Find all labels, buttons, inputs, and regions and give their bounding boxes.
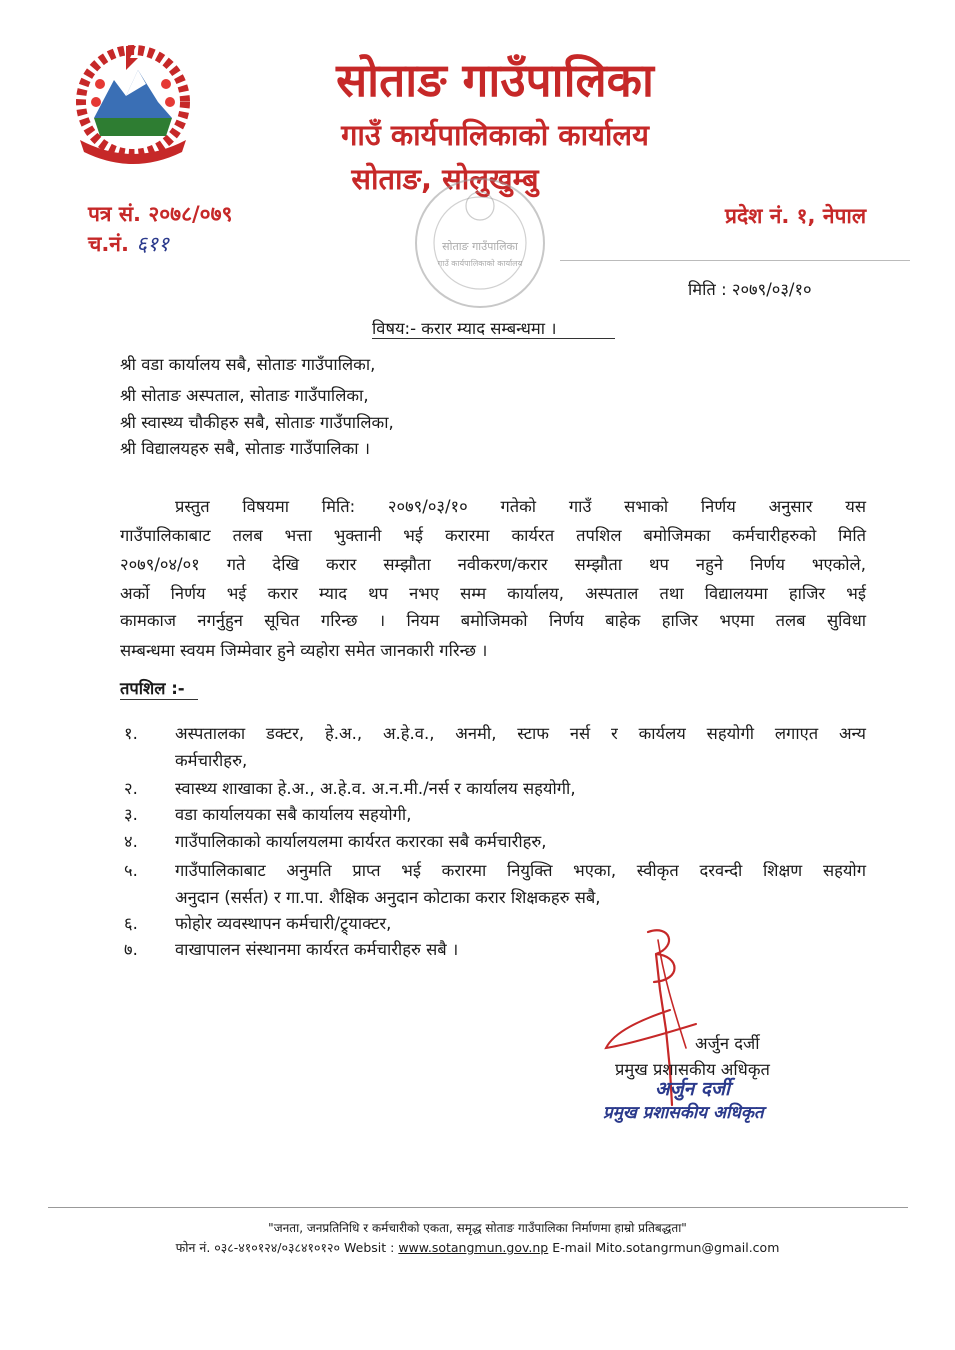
chalani-number: [88, 230, 169, 258]
letter-date: मिति : २०७९/०३/१०: [688, 280, 812, 299]
list-item-number: ७.: [124, 940, 138, 959]
signer-name: अर्जुन दर्जी: [695, 1034, 760, 1053]
list-item-text: फोहोर व्यवस्थापन कर्मचारी/ट्र्याक्टर,: [175, 914, 392, 933]
province-label: प्रदेश नं. १, नेपाल: [725, 204, 867, 228]
letter-subject: विषय:- करार म्याद सम्बन्धमा ।: [372, 319, 557, 338]
office-seal-stamp: [405, 168, 555, 318]
list-item-number: ४.: [124, 832, 138, 851]
body-paragraph-line: सम्बन्धमा स्वयम जिम्मेवार हुने व्यहोरा समेत जानकारी गरिन्छ ।: [120, 641, 488, 660]
footer-website-label: Websit :: [344, 1240, 395, 1255]
tapasil-heading: तपशिल :-: [120, 679, 185, 698]
office-name-heading: सोताङ गाउँपालिका: [336, 53, 654, 107]
list-item-text: वाखापालन संस्थानमा कार्यरत कर्मचारीहरु सबै ।: [175, 940, 459, 959]
list-item-text: अनुदान (सर्सत) र गा.पा. शैक्षिक अनुदान कोटाका करार शिक्षकहरु सबै,: [175, 888, 601, 907]
footer-motto: "जनता, जनप्रतिनिधि र कर्मचारीको एकता, समृद्ध सोताङ गाउँपालिका निर्माणमा हाम्रो प्रतिबद्धता": [268, 1221, 687, 1235]
reference-number: पत्र सं. २०७८/०७९: [88, 202, 233, 226]
list-item-text: गाउँपालिकाको कार्यालयलमा कार्यरत करारका सबै कर्मचारीहरु,: [175, 832, 547, 851]
footer-divider: [48, 1207, 908, 1208]
addressee-line: श्री विद्यालयहरु सबै, सोताङ गाउँपालिका ।: [120, 439, 371, 458]
office-subheading: गाउँ कार्यपालिकाको कार्यालय: [341, 118, 649, 152]
tapasil-underline: [120, 699, 198, 700]
list-item-text: अस्पतालका डक्टर, हे.अ., अ.हे.व., अनमी, स्टाफ नर्स र कार्यलय सहयोगी लगाएत अन्य: [175, 724, 866, 743]
stamp-text-bottom: गाउँ कार्यपालिकाको कार्यालय: [437, 259, 523, 268]
list-item-text: गाउँपालिकाबाट अनुमति प्राप्त भई करारमा नियुक्ति भएका, स्वीकृत दरवन्दी शिक्षण सहयोग: [175, 861, 866, 880]
list-item-number: १.: [124, 724, 138, 743]
list-item-text: स्वास्थ्य शाखाका हे.अ., अ.हे.व. अ.न.मी./नर्स र कार्यालय सहयोगी,: [175, 779, 576, 798]
office-location: सोताङ, सोलुखुम्बु: [351, 162, 539, 196]
stamp-text-top: सोताङ गाउँपालिका: [442, 240, 518, 253]
addressee-line: श्री वडा कार्यालय सबै, सोताङ गाउँपालिका,: [120, 355, 376, 374]
list-item-text: कर्मचारीहरु,: [175, 751, 248, 770]
body-paragraph-line: कामकाज नगर्नुहुन सूचित गरिन्छ । नियम बमोजिमको निर्णय बाहेक हाजिर भएमा तलब सुविधा: [120, 611, 866, 630]
list-item-number: ३.: [124, 805, 138, 824]
chalani-value: ६११: [136, 232, 170, 256]
addressee-line: श्री स्वास्थ्य चौकीहरु सबै, सोताङ गाउँपालिका,: [120, 413, 394, 432]
footer-website-link[interactable]: www.sotangmun.gov.np: [398, 1240, 549, 1255]
chalani-label: च.नं.: [88, 232, 129, 256]
signer-title: प्रमुख प्रशासकीय अधिकृत: [615, 1060, 770, 1079]
signature-stamp-name: अर्जुन दर्जी: [655, 1078, 730, 1100]
body-paragraph-line: गाउँपालिकाबाट तलब भत्ता भुक्तानी भई करारमा कार्यरत तपशिल बमोजिमका कर्मचारीहरुको मिति: [120, 526, 866, 545]
list-item-number: २.: [124, 779, 138, 798]
list-item-number: ६.: [124, 914, 138, 933]
footer-email[interactable]: E-mail Mito.sotangrmun@gmail.com: [552, 1240, 780, 1255]
government-emblem-logo: [66, 40, 200, 170]
list-item-text: वडा कार्यालयका सबै कार्यालय सहयोगी,: [175, 805, 412, 824]
list-item-number: ५.: [124, 861, 138, 880]
signature-stamp-title: प्रमुख प्रशासकीय अधिकृत: [603, 1103, 764, 1123]
body-paragraph-line: प्रस्तुत विषयमा मिति: २०७९/०३/१० गतेको गाउँ सभाको निर्णय अनुसार यस: [175, 497, 866, 516]
body-paragraph-line: अर्को निर्णय भई करार म्याद थप नभए सम्म कार्यालय, अस्पताल तथा विद्यालयमा हाजिर भई: [120, 584, 866, 603]
footer-phone: फोन नं. ०३८-४१०१२४/०३८४१०१२०: [175, 1240, 341, 1255]
header-divider: [560, 260, 910, 261]
body-paragraph-line: २०७९/०४/०१ गते देखि करार सम्झौता नवीकरण/करार सम्झौता थप नहुने निर्णय भएकोले,: [120, 555, 866, 574]
subject-underline: [372, 338, 615, 339]
footer-contact-line: [0, 1239, 955, 1256]
addressee-line: श्री सोताङ अस्पताल, सोताङ गाउँपालिका,: [120, 386, 369, 405]
